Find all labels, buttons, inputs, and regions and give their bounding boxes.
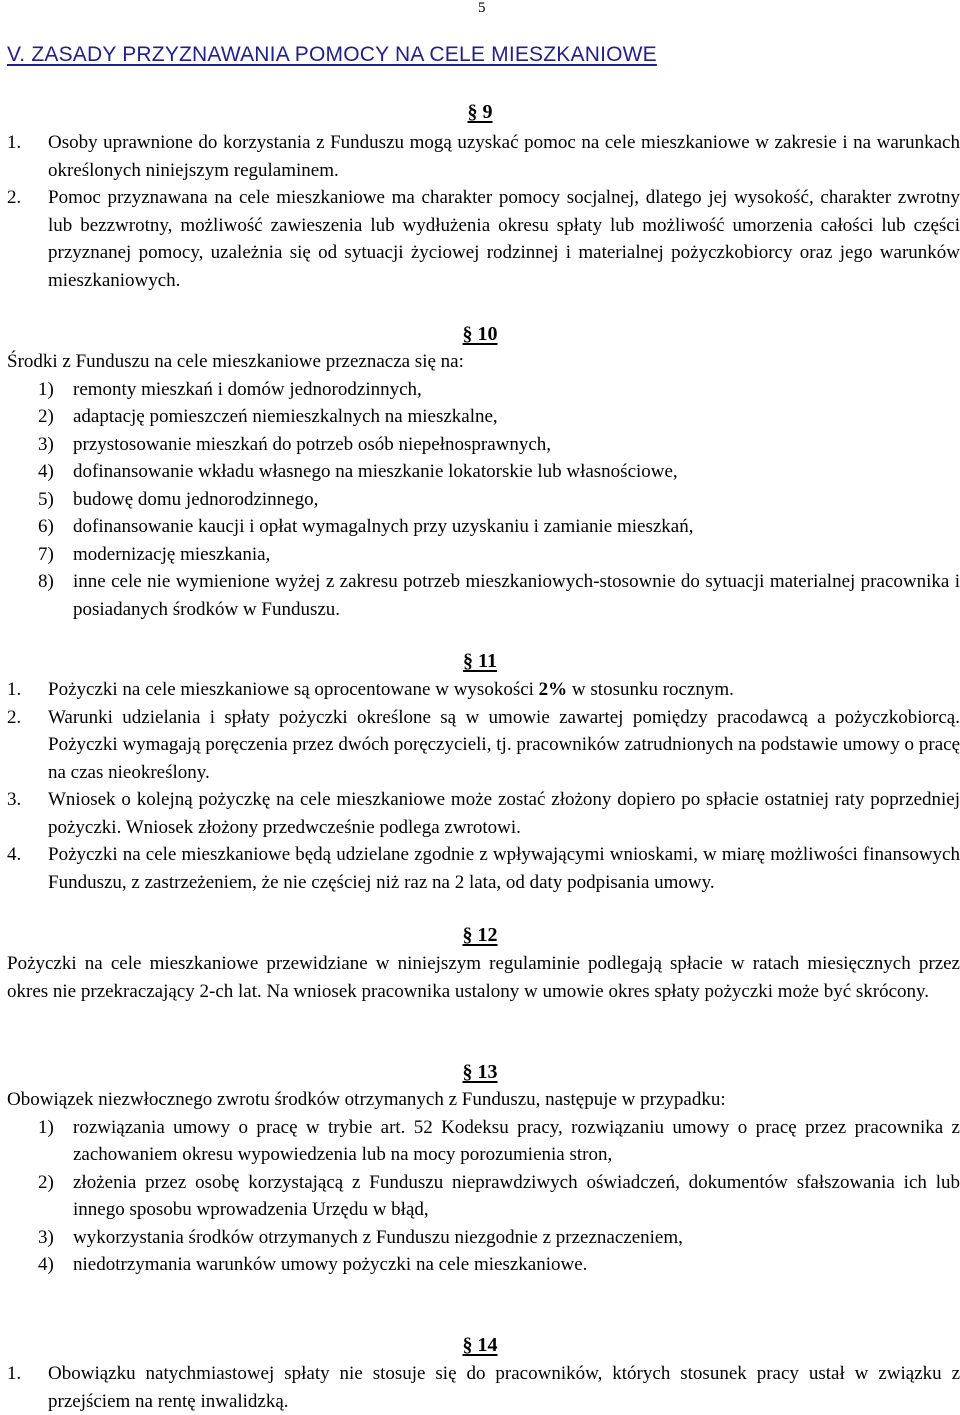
section-11-body [7, 676, 960, 896]
section-9-heading: § 9 [467, 101, 493, 123]
item-number: 7) [38, 543, 54, 565]
item-text: Pomoc przyznawana na cele mieszkaniowe ma charakter pomocy socjalnej, dlatego jej wysokość, charakter zwrotny lub bezzwrotny, możliwość zawieszenia lub wydłużenia okresu spłaty lub możliwość umorzenia całości lub części przyznanej pomocy, uzależnia się od sytuacji życiowej rodzinnej i materialnej pożyczkobiorcy oraz jego warunków mieszkaniowych. [48, 187, 960, 291]
item-number: 4) [38, 1254, 54, 1275]
item-text: budowę domu jednorodzinnego, [73, 488, 319, 510]
item-number: 3) [38, 433, 54, 455]
section-12-number: 12 [477, 924, 498, 946]
list-item [7, 704, 960, 787]
list-item [7, 841, 960, 896]
list-item [7, 129, 960, 184]
item-number: 1) [38, 1116, 54, 1138]
list-item [7, 1251, 960, 1279]
section-intro: Środki z Funduszu na cele mieszkaniowe przeznacza się na: [7, 351, 464, 372]
item-text: modernizację mieszkania, [73, 543, 271, 565]
page-number: 5 [478, 0, 486, 16]
section-14-number: 14 [477, 1334, 498, 1356]
interest-rate: 2% [538, 679, 568, 700]
list-item [7, 1169, 960, 1224]
item-number: 1) [38, 378, 54, 400]
item-number: 4) [38, 461, 54, 482]
item-number: 3. [7, 789, 22, 810]
section-14-heading: § 14 [462, 1334, 498, 1356]
item-text: dofinansowanie wkładu własnego na mieszkanie lokatorskie lub własnościowe, [73, 461, 678, 482]
item-number: 1. [7, 132, 22, 153]
item-number: 2) [38, 406, 54, 427]
section-10-number: 10 [477, 323, 498, 345]
item-number: 2. [7, 706, 22, 728]
section-text: Pożyczki na cele mieszkaniowe przewidziane w niniejszym regulaminie podlegają spłacie w ratach miesięcznych przez okres nie przekraczający 2-ch lat. Na wniosek pracownika ustalony w umowie okres spłaty pożyczki może być skrócony. [7, 953, 960, 1002]
item-text: adaptację pomieszczeń niemieszkalnych na mieszkalne, [73, 406, 498, 427]
item-text: remonty mieszkań i domów jednorodzinnych, [73, 378, 422, 400]
section-13-body [7, 1086, 960, 1279]
section-10-body [7, 348, 960, 623]
item-number: 6) [38, 516, 54, 537]
item-text: przystosowanie mieszkań do potrzeb osób niepełnosprawnych, [73, 433, 552, 455]
section-12-body [7, 950, 960, 1005]
list-item [7, 486, 960, 514]
item-number: 1. [7, 1363, 22, 1384]
item-number: 8) [38, 571, 54, 592]
item-text: Osoby uprawnione do korzystania z Funduszu mogą uzyskać pomoc na cele mieszkaniowe w zakresie i na warunkach określonych niniejszym regulaminem. [48, 132, 960, 181]
section-12-heading: § 12 [462, 924, 498, 946]
item-number: 3) [38, 1226, 54, 1248]
section-9-number: 9 [482, 101, 493, 123]
item-text: Pożyczki na cele mieszkaniowe są oprocentowane w wysokości [48, 679, 539, 700]
item-number: 5) [38, 488, 54, 510]
item-text: wykorzystania środków otrzymanych z Funduszu niezgodnie z przeznaczeniem, [73, 1226, 683, 1248]
item-text: Pożyczki na cele mieszkaniowe będą udzielane zgodnie z wpływającymi wnioskami, w miarę możliwości finansowych Funduszu, z zastrzeżeniem, że nie częściej niż raz na 2 lata, od daty podpisania umowy. [48, 844, 960, 893]
section-14-body [7, 1360, 960, 1415]
item-text: złożenia przez osobę korzystającą z Funduszu nieprawdziwych oświadczeń, dokumentów sfałszowania ich lub innego sposobu wprowadzenia Urzędu w błąd, [73, 1171, 960, 1220]
list-item [7, 403, 960, 431]
item-number: 4. [7, 844, 22, 865]
section-13-heading: § 13 [462, 1061, 498, 1083]
section-intro: Obowiązek niezwłocznego zwrotu środków otrzymanych z Funduszu, następuje w przypadku: [7, 1089, 726, 1110]
section-13-number: 13 [477, 1061, 498, 1083]
item-number: 2) [38, 1171, 54, 1193]
section-10-heading: § 10 [462, 323, 498, 345]
item-text: dofinansowanie kaucji i opłat wymagalnych przy uzyskaniu i zamianie mieszkań, [73, 516, 694, 537]
item-number: 1. [7, 679, 22, 700]
item-text: Obowiązku natychmiastowej spłaty nie stosuje się do pracowników, których stosunek pracy ustał w związku z przejściem na rentę inwalidzką. [48, 1363, 960, 1412]
item-text: inne cele nie wymienione wyżej z zakresu potrzeb mieszkaniowych-stosownie do sytuacji materialnej pracownika i posiadanych środków w Funduszu. [73, 571, 960, 620]
list-item [7, 786, 960, 841]
section-11-number: 11 [478, 650, 497, 672]
list-item [7, 184, 960, 294]
list-item [7, 1224, 960, 1252]
list-item [7, 568, 960, 623]
list-item [7, 1360, 960, 1415]
item-text: Wniosek o kolejną pożyczkę na cele mieszkaniowe może zostać złożony dopiero po spłacie ostatniej raty poprzedniej pożyczki. Wniosek złożony przedwcześnie podlega zwrotowi. [48, 789, 960, 838]
list-item [7, 541, 960, 569]
item-text-end: w stosunku rocznym. [567, 679, 734, 700]
list-item [7, 431, 960, 459]
list-item [7, 376, 960, 404]
list-item [7, 458, 960, 486]
chapter-title: V. ZASADY PRZYZNAWANIA POMOCY NA CELE MIESZKANIOWE [7, 43, 657, 66]
section-9-body [7, 129, 960, 294]
item-text: niedotrzymania warunków umowy pożyczki na cele mieszkaniowe. [73, 1254, 588, 1275]
list-item [7, 676, 960, 704]
list-item [7, 1114, 960, 1169]
section-11-heading: § 11 [463, 650, 497, 672]
list-item [7, 513, 960, 541]
item-number: 2. [7, 187, 22, 208]
item-text: rozwiązania umowy o pracę w trybie art. 52 Kodeksu pracy, rozwiązaniu umowy o pracę przez pracownika z zachowaniem okresu wypowiedzenia lub na mocy porozumienia stron, [73, 1116, 960, 1165]
item-text: Warunki udzielania i spłaty pożyczki określone są w umowie zawartej pomiędzy pracodawcą a pożyczkobiorcą. Pożyczki wymagają poręczenia przez dwóch poręczycieli, tj. pracowników zatrudnionych na podstawie umowy o pracę na czas nieokreślony. [48, 706, 960, 783]
